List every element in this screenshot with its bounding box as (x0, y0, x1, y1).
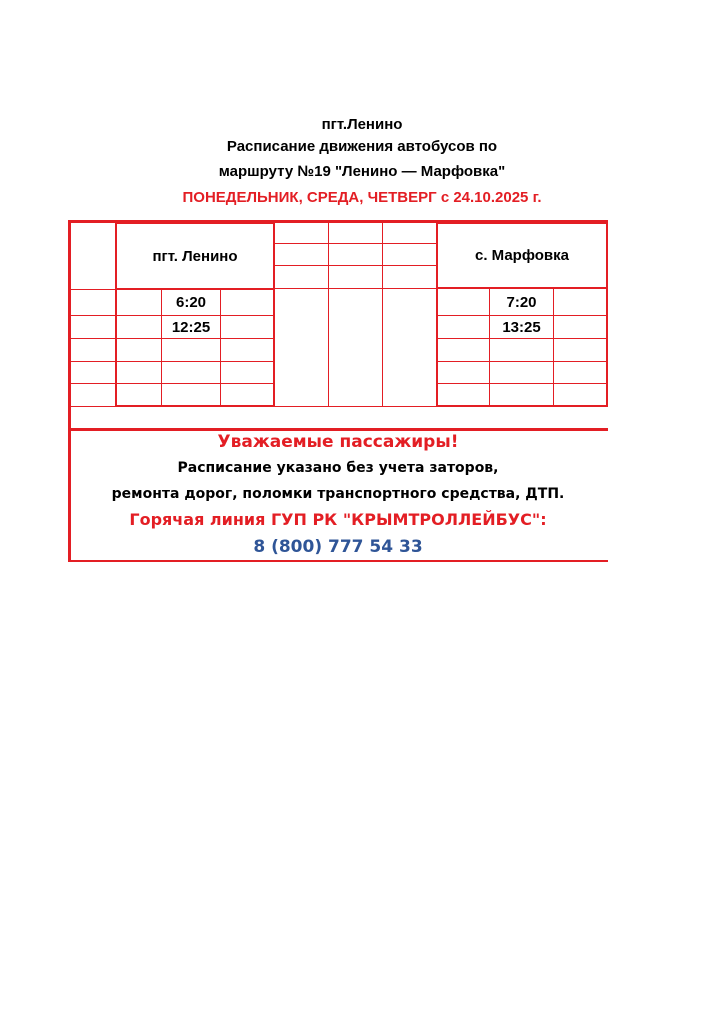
notice-top-border (68, 428, 608, 431)
grid-line (68, 383, 274, 384)
grid-line (437, 338, 607, 339)
grid-line (220, 289, 221, 406)
route-title: маршруту №19 "Ленино — Марфовка" (218, 163, 506, 180)
grid-line (553, 288, 554, 406)
grid-line (274, 243, 437, 244)
grid-line (68, 338, 274, 339)
grid-line (382, 222, 383, 407)
schedule-title: Расписание движения автобусов по (226, 138, 498, 155)
grid-line (68, 361, 274, 362)
grid-line (115, 405, 275, 407)
grid-line (437, 361, 607, 362)
grid-line (274, 265, 437, 266)
departure-left-2: 12:25 (171, 318, 211, 336)
hotline-label: Горячая линия ГУП РК "КРЫМТРОЛЛЕЙБУС": (129, 510, 547, 529)
grid-line (437, 383, 607, 384)
notice-greeting: Уважаемые пассажиры! (217, 432, 459, 452)
grid-line (436, 405, 608, 407)
days-title: ПОНЕДЕЛЬНИК, СРЕДА, ЧЕТВЕРГ с 24.10.2025 г. (182, 189, 542, 206)
notice-line-2: ремонта дорог, поломки транспортного средства, ДТП. (111, 486, 565, 502)
grid-line (274, 288, 437, 289)
stop-right-label: с. Марфовка (474, 247, 570, 264)
grid-line (328, 222, 329, 407)
stop-left-label: пгт. Ленино (152, 247, 238, 265)
departure-left-1: 6:20 (175, 294, 207, 311)
departure-right-2: 13:25 (502, 318, 541, 336)
notice-line-1: Расписание указано без учета заторов, (177, 460, 499, 476)
hotline-phone: 8 (800) 777 54 33 (253, 537, 423, 557)
grid-line (68, 289, 116, 290)
table-bottom-border (68, 560, 608, 562)
departure-right-1: 7:20 (506, 293, 537, 311)
town-title: пгт.Ленино (321, 116, 403, 133)
